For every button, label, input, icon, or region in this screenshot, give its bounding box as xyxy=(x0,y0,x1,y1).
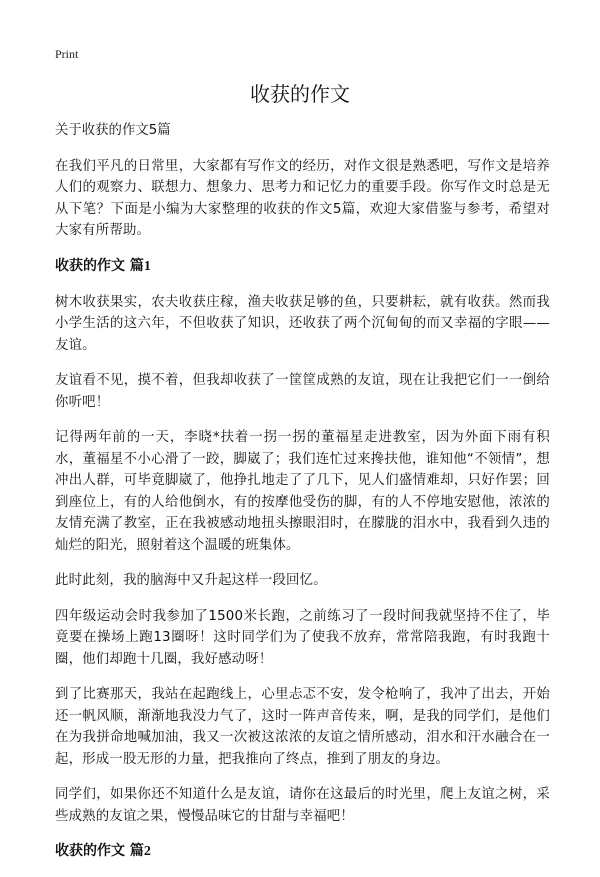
section-heading-2 xyxy=(55,841,550,862)
document-subtitle: 关于收获的作文5篇 xyxy=(55,123,171,138)
section-heading-number: 2 xyxy=(143,844,151,859)
body-paragraph: 同学们，如果你还不知道什么是友谊，请你在这最后的时光里，爬上友谊之树，采些成熟的友谊之果，慢慢品味它的甘甜与幸福吧！ xyxy=(55,787,550,824)
body-paragraph: 此时此刻，我的脑海中又升起这样一段回忆。 xyxy=(55,573,327,588)
body-paragraph: 树木收获果实，农夫收获庄稼，渔夫收获足够的鱼，只要耕耘，就有收获。然而我小学生活的这六年，不但收获了知识，还收获了两个沉甸甸的而又幸福的字眼——友谊。 xyxy=(55,294,550,353)
page-title: 收获的作文 xyxy=(250,82,350,106)
section-heading-text: 收获的作文 篇 xyxy=(55,843,144,859)
section-heading-number: 1 xyxy=(143,258,151,274)
body-paragraph: 四年级运动会时我参加了1500米长跑，之前练习了一段时间我就坚持不住了，毕竟要在操场上跑13圈呀！这时同学们为了使我不放弃，常常陪我跑，有时我跑十圈，他们却跑十几圈，我好感动呀！ xyxy=(55,608,550,667)
section-heading-1 xyxy=(55,256,550,277)
section-heading-text: 收获的作文 篇 xyxy=(55,257,144,274)
body-paragraph: 友谊看不见，摸不着，但我却收获了一筐筐成熟的友谊，现在让我把它们一一倒给你听吧！ xyxy=(55,373,550,410)
print-link[interactable]: Print xyxy=(55,47,79,61)
document-body xyxy=(55,120,550,877)
body-paragraph: 到了比赛那天，我站在起跑线上，心里忐忑不安，发令枪响了，我冲了出去，开始还一帆风顺，渐渐地我没力气了，这时一阵声音传来，啊，是我的同学们，是他们在为我拼命地喊加油，我又一次被这浓浓的友谊之情所感动，泪水和汗水融合在一起，形成一股无形的力量，把我推向了终点，推到了朋友的身边。 xyxy=(55,687,550,767)
intro-paragraph: 在我们平凡的日常里，大家都有写作文的经历，对作文很是熟悉吧，写作文是培养人们的观察力、联想力、想象力、思考力和记忆力的重要手段。你写作文时总是无从下笔？下面是小编为大家整理的收获的作文5篇，欢迎大家借鉴与参考，希望对大家有所帮助。 xyxy=(55,158,550,238)
body-paragraph: 记得两年前的一天，李晓*扶着一拐一拐的董福星走进教室，因为外面下雨有积水，董福星不小心滑了一跤，脚崴了；我们连忙过来搀扶他，谁知他“不领情”，想冲出人群，可毕竟脚崴了，他挣扎地走了了几下，见人们盛情难却，只好作罢；回到座位上，有的人给他倒水，有的按摩他受伤的脚，有的人不停地安慰他，浓浓的友情充满了教室，正在我被感动地扭头擦眼泪时，在朦胧的泪水中，我看到久违的灿烂的阳光，照射着这个温暖的班集体。 xyxy=(55,430,550,553)
